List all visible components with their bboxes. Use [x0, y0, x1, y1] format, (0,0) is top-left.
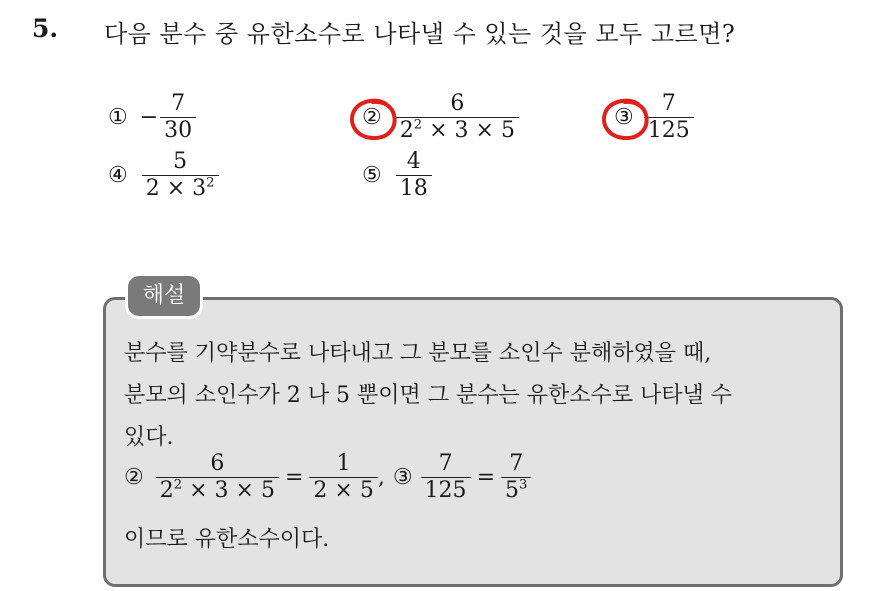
explanation-line-3: 있다.	[124, 425, 174, 450]
denominator: 18	[396, 175, 432, 201]
fraction	[156, 452, 279, 503]
option-3[interactable]	[614, 92, 694, 143]
option-mark: ③	[614, 105, 634, 131]
equals-sign: =	[476, 465, 495, 491]
fraction	[396, 150, 432, 201]
option-mark: ②	[362, 105, 382, 131]
explanation-conclusion: 이므로 유한소수이다.	[124, 527, 330, 552]
numerator: 6	[450, 91, 465, 116]
fraction	[309, 452, 377, 503]
explanation-line-2: 분모의 소인수가 2 나 5 뿐이면 그 분수는 유한소수로 나타낼 수	[124, 383, 732, 408]
numerator: 6	[210, 451, 225, 476]
denominator: 125	[644, 117, 694, 143]
option-mark: ①	[108, 105, 128, 131]
explanation-equation	[124, 452, 531, 503]
fraction	[501, 452, 531, 503]
numerator: 1	[336, 451, 351, 476]
option-2[interactable]	[362, 92, 519, 143]
fraction	[396, 92, 519, 143]
fraction	[160, 92, 196, 143]
numerator: 4	[406, 149, 421, 174]
comma: ,	[377, 465, 385, 491]
fraction	[421, 452, 471, 503]
option-5[interactable]	[362, 150, 432, 201]
numerator: 5	[173, 149, 188, 174]
numerator: 7	[171, 91, 186, 116]
numerator: 7	[661, 91, 676, 116]
option-1[interactable]	[108, 92, 196, 143]
minus-sign: −	[139, 105, 159, 131]
fraction	[142, 150, 219, 201]
option-mark: ⑤	[362, 163, 382, 189]
denominator: 30	[160, 117, 196, 143]
denominator: 125	[421, 477, 471, 503]
explanation-badge: 해설	[128, 276, 200, 316]
denominator: $2^2 \times 3 \times 5$	[156, 477, 279, 503]
denominator: 2 × 5	[309, 477, 377, 503]
question-text: 다음 분수 중 유한소수로 나타낼 수 있는 것을 모두 고르면?	[104, 20, 736, 48]
option-mark: ③	[392, 465, 413, 491]
question-number: 5.	[32, 14, 59, 43]
equals-sign: =	[284, 465, 304, 491]
numerator: 7	[438, 451, 453, 476]
option-4[interactable]	[108, 150, 219, 201]
denominator: $2^2 \times 3 \times 5$	[396, 117, 519, 143]
option-mark: ②	[124, 465, 144, 491]
option-mark: ④	[108, 163, 128, 189]
fraction	[644, 92, 694, 143]
denominator: $2 \times 3^2$	[142, 175, 219, 201]
denominator: $5^3$	[501, 477, 531, 503]
explanation-line-1: 분수를 기약분수로 나타내고 그 분모를 소인수 분해하였을 때,	[124, 341, 712, 366]
numerator: 7	[509, 451, 524, 476]
